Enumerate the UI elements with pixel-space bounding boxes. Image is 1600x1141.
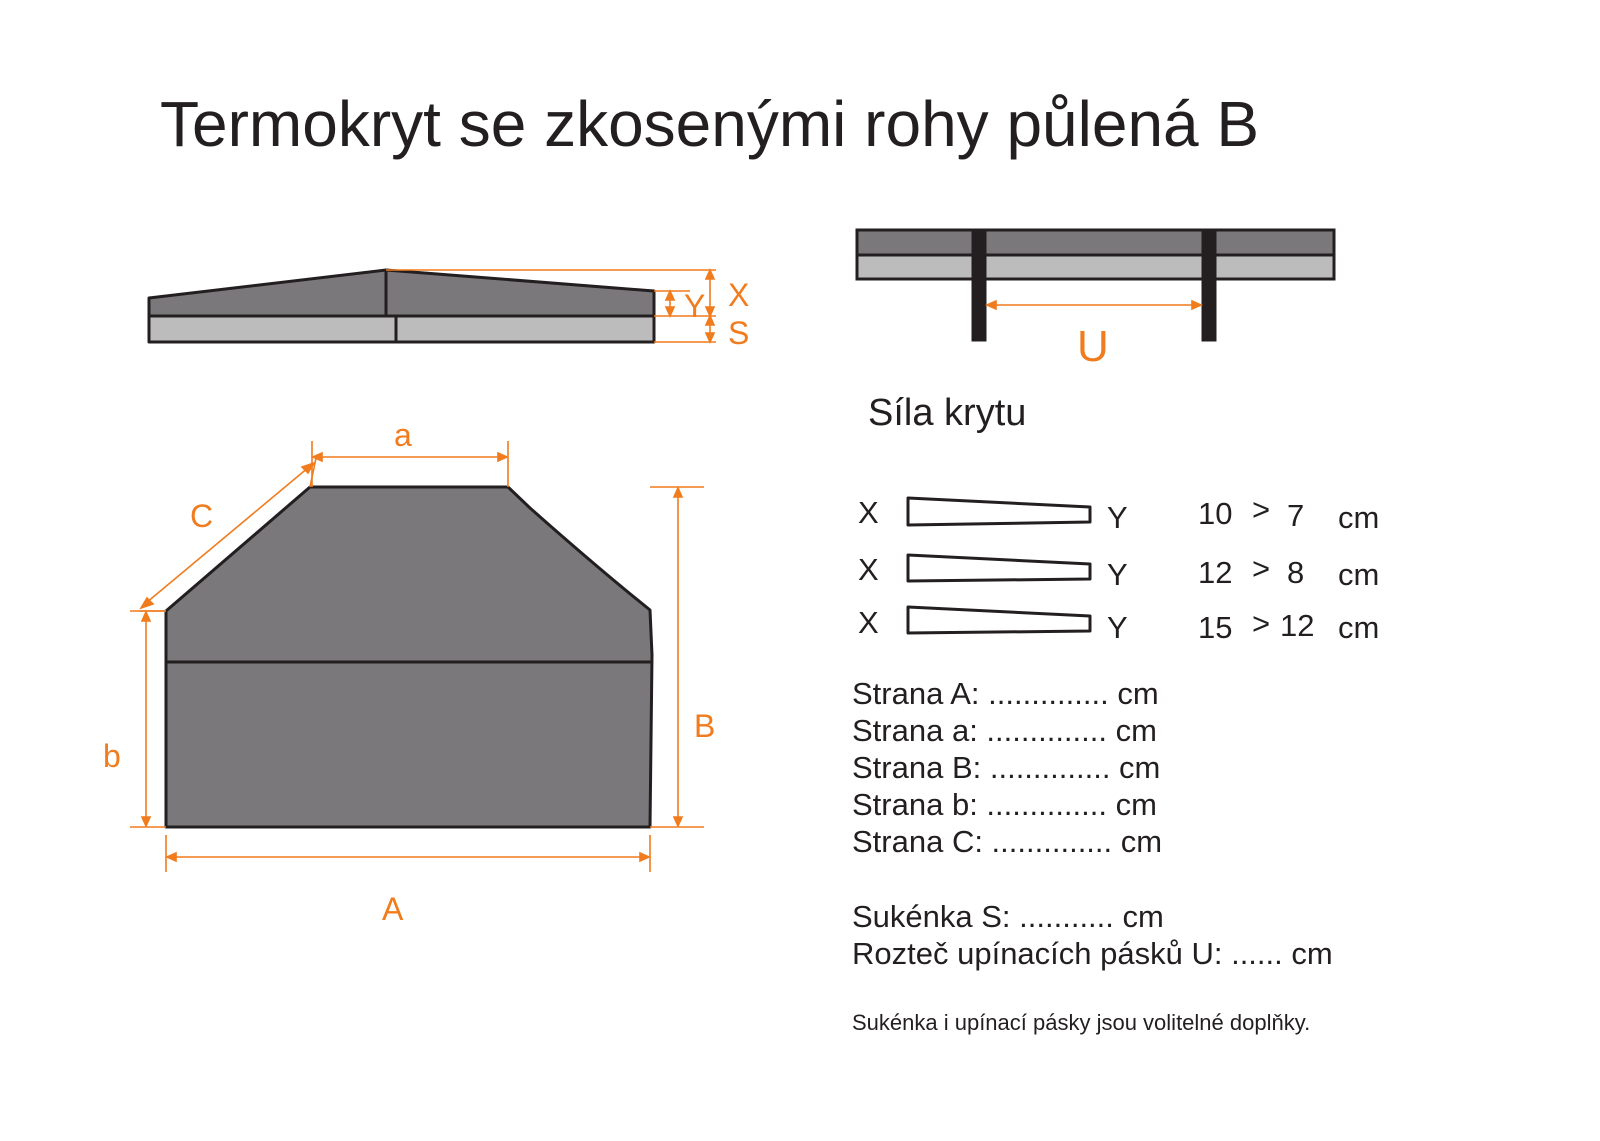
thickness-row-unit: cm (1338, 557, 1380, 592)
thickness-row-from: 15 (1198, 610, 1233, 645)
thickness-row-to: 12 (1280, 608, 1315, 643)
strap-left (973, 230, 985, 340)
wedge-icon (908, 607, 1090, 633)
field-roztec-pasku: Rozteč upínacích pásků U: ...... cm (852, 936, 1333, 971)
strap-right (1203, 230, 1215, 340)
optional-note: Sukénka i upínací pásky jsou volitelné doplňky. (852, 1010, 1311, 1035)
side-y-label: Y (684, 288, 706, 324)
side-view (149, 270, 654, 342)
thickness-row-x: X (858, 495, 879, 530)
side-s-label: S (728, 315, 750, 351)
thickness-row-y: Y (1107, 500, 1128, 535)
dim-a-large-label: A (382, 891, 404, 927)
thickness-row-x: X (858, 552, 879, 587)
thickness-row-sep: > (1252, 606, 1271, 641)
thickness-row-x: X (858, 605, 879, 640)
thickness-row-y: Y (1107, 557, 1128, 592)
thickness-heading: Síla krytu (868, 392, 1027, 434)
strap-dimension (987, 301, 1201, 309)
thickness-row-sep: > (1252, 551, 1271, 586)
strap-view-lid (857, 230, 1334, 255)
side-view-lid (149, 270, 654, 316)
top-view-cover (166, 487, 652, 827)
dim-b-small-label: b (103, 738, 121, 774)
strap-spacing-label: U (1077, 322, 1109, 371)
wedge-icon (908, 555, 1090, 581)
thickness-row-to: 7 (1287, 498, 1305, 533)
page-title: Termokryt se zkosenými rohy půlená B (160, 88, 1260, 160)
dim-c-label: C (190, 498, 214, 534)
field-sukenka: Sukénka S: ........... cm (852, 899, 1164, 934)
wedge-icon (908, 498, 1090, 525)
side-x-label: X (728, 277, 750, 313)
field-strana-a-small: Strana a: .............. cm (852, 713, 1157, 748)
dim-b-large-label: B (694, 708, 716, 744)
thickness-wedges (908, 498, 1090, 633)
field-strana-c: Strana C: .............. cm (852, 824, 1163, 859)
field-strana-b-small: Strana b: .............. cm (852, 787, 1157, 822)
side-view-skirt (149, 316, 654, 342)
field-strana-a-large: Strana A: .............. cm (852, 676, 1159, 711)
thickness-row-unit: cm (1338, 500, 1380, 535)
thickness-row-to: 8 (1287, 555, 1305, 590)
thickness-row-from: 12 (1198, 555, 1233, 590)
thickness-row-from: 10 (1198, 496, 1233, 531)
strap-view-skirt (857, 255, 1334, 279)
thickness-row-unit: cm (1338, 610, 1380, 645)
top-view (166, 487, 652, 827)
field-strana-b-large: Strana B: .............. cm (852, 750, 1161, 785)
thickness-row-y: Y (1107, 610, 1128, 645)
thickness-row-sep: > (1252, 492, 1271, 527)
dim-a-label: a (394, 417, 412, 453)
